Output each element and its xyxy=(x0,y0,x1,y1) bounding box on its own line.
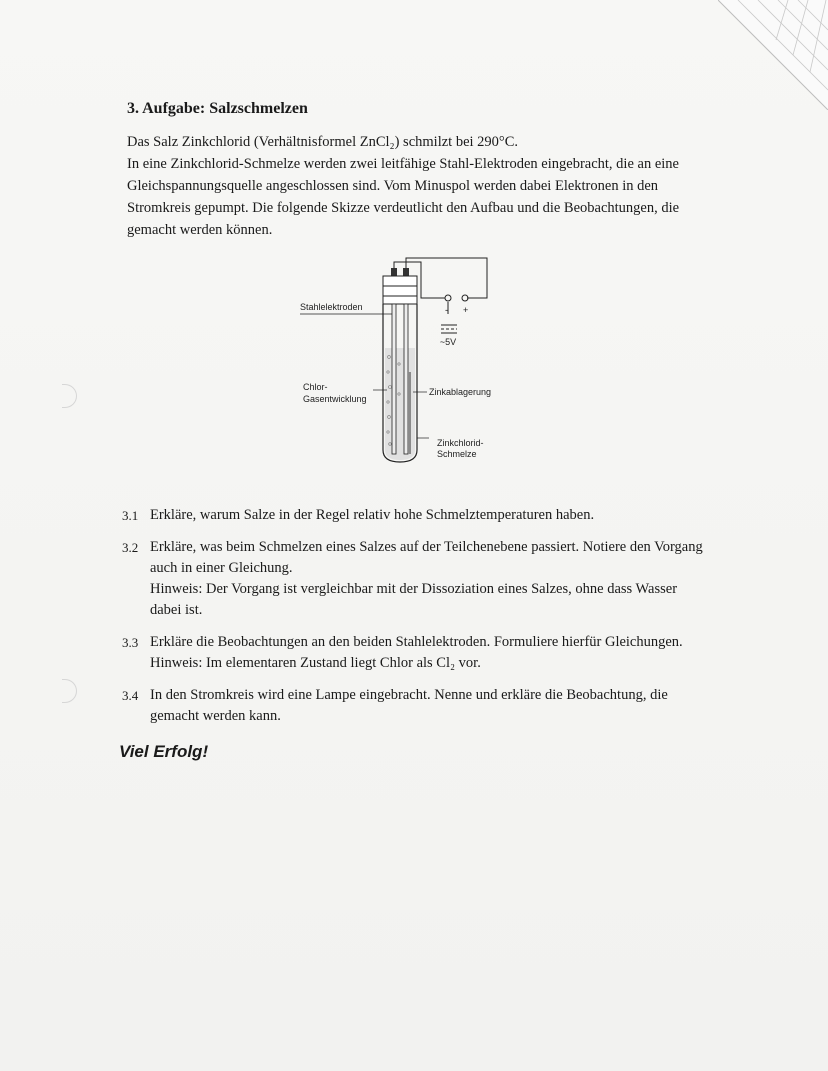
stopper xyxy=(383,276,417,304)
intro-paragraph: In eine Zinkchlorid-Schmelze werden zwei leitfähige Stahl-Elektroden eingebracht, die an eine Gleichspannungsquelle angeschlossen sind. Vom Minuspol werden dabei Elektronen in den Stromkreis gepumpt. Die folgende Skizze verdeutlicht den Aufbau und die Beobachtungen, die gemacht werden können. xyxy=(127,156,680,238)
label-zinc: Zinkablagerung xyxy=(429,387,492,397)
task-text: Erkläre die Beobachtungen an den beiden Stahlelektroden. Formuliere hierfür Gleichungen. Hinweis: Im elementaren Zustand liegt Chlor als Cl₂ vor. xyxy=(150,634,683,671)
electrolysis-diagram xyxy=(295,252,515,492)
task-text: Erkläre, was beim Schmelzen eines Salzes auf der Teilchenebene passiert. Notiere den Vorgang auch in einer Gleichung. xyxy=(150,539,703,576)
task-item xyxy=(122,632,712,674)
label-chlorine-2: Gasentwicklung xyxy=(303,394,367,404)
task-number: 3.1 xyxy=(122,508,139,523)
label-melt-1: Zinkchlorid- xyxy=(437,438,484,448)
electrode-right xyxy=(404,304,408,454)
electrode-left xyxy=(392,304,396,454)
grid-paper-corner xyxy=(718,0,828,110)
label-melt-2: Schmelze xyxy=(437,449,477,459)
task-text: Erkläre, warum Salze in der Regel relativ hohe Schmelztemperaturen haben. xyxy=(150,507,595,523)
task-heading: 3. Aufgabe: Salzschmelzen xyxy=(127,100,308,117)
task-item xyxy=(122,685,712,727)
task-number: 3.3 xyxy=(122,635,139,650)
task-item xyxy=(122,505,712,526)
label-plus: + xyxy=(463,305,469,315)
voltage-source-symbol xyxy=(441,302,457,333)
wire-outer xyxy=(406,258,487,298)
label-voltage: ~5V xyxy=(439,337,457,347)
terminal-minus xyxy=(445,295,451,301)
task-list xyxy=(122,505,712,738)
intro-line-1: Das Salz Zinkchlorid (Verhältnisformel ZnCl₂) schmilzt bei 290°C. xyxy=(127,134,518,150)
label-electrodes: Stahlelektroden xyxy=(300,302,363,312)
closing-message: Viel Erfolg! xyxy=(119,742,209,761)
task-text: In den Stromkreis wird eine Lampe eingebracht. Nenne und erkläre die Beobachtung, die gemacht werden kann. xyxy=(150,687,668,724)
task-number: 3.4 xyxy=(122,688,139,703)
intro-text xyxy=(127,131,717,241)
punch-hole-upper xyxy=(62,384,77,408)
task-number: 3.2 xyxy=(122,540,139,555)
task-item xyxy=(122,537,712,621)
label-minus: - xyxy=(445,305,448,315)
punch-hole-lower xyxy=(62,679,77,703)
task-hint: Hinweis: Der Vorgang ist vergleichbar mit der Dissoziation eines Salzes, ohne dass Wasser dabei ist. xyxy=(150,581,678,618)
label-chlorine-1: Chlor- xyxy=(303,382,328,392)
zinc-deposit xyxy=(408,372,411,454)
